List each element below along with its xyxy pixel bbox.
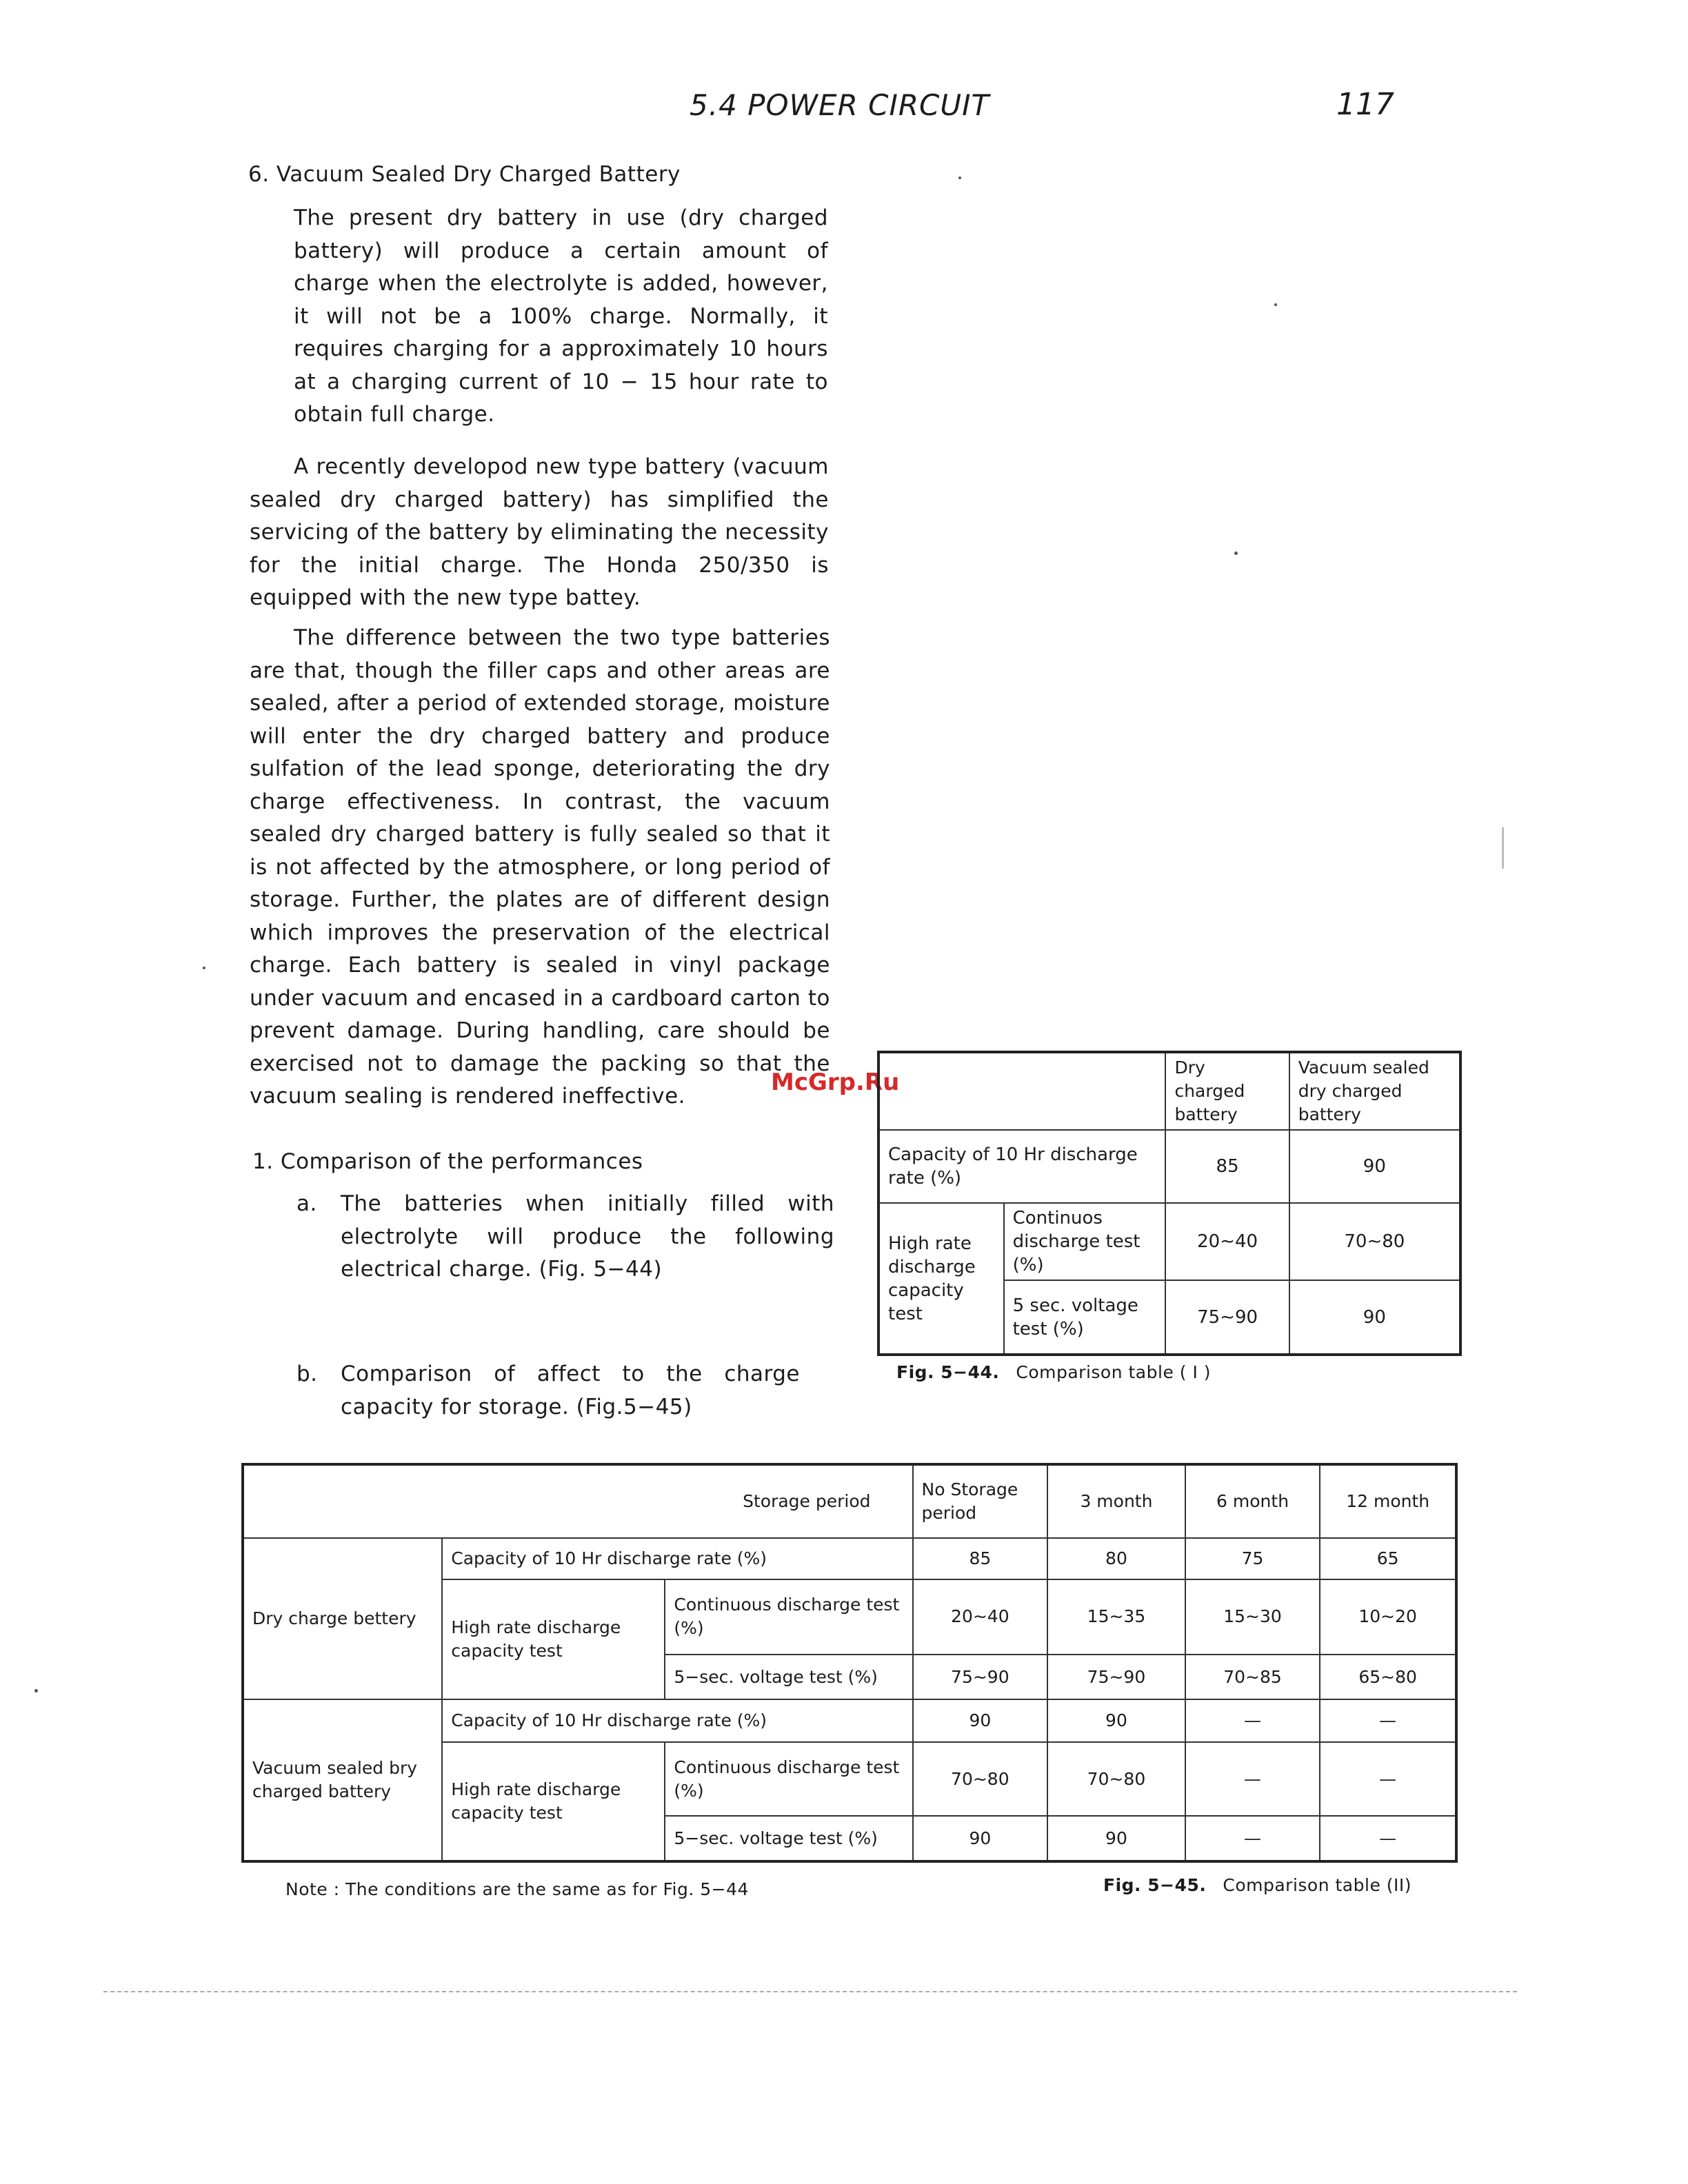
table1-corner-cell (878, 1052, 1165, 1130)
table1-capacity-vacuum: 90 (1289, 1130, 1460, 1203)
table2-period-6-month: 6 month (1185, 1464, 1320, 1538)
table2-header-row (243, 1464, 1456, 1538)
table2-dry-continuous-cell: 10∼20 (1320, 1579, 1456, 1655)
table1-continuous-dry: 20∼40 (1165, 1203, 1289, 1280)
table2-dry-voltage-cell: 75∼90 (913, 1655, 1048, 1700)
table2-dry-voltage-label: 5−sec. voltage test (%) (665, 1655, 912, 1700)
table2-vacuum-continuous-label: Continuous discharge test (%) (665, 1742, 912, 1816)
table2-dry-high-rate-label: High rate discharge capacity test (442, 1579, 665, 1700)
table1-capacity-dry: 85 (1165, 1130, 1289, 1203)
scan-speck (203, 967, 205, 969)
item-b-text: Comparison of affect to the charge capacity for storage. (Fig.5−45) (341, 1362, 800, 1419)
table2-vacuum-voltage-cell: — (1320, 1816, 1456, 1861)
table2-dry-group-label: Dry charge bettery (243, 1538, 442, 1700)
table2-vacuum-group-label: Vacuum sealed bry charged battery (243, 1699, 442, 1861)
scan-speck (34, 1689, 38, 1692)
table2-dry-continuous-cell: 15∼35 (1047, 1579, 1185, 1655)
page-number: 117 (1336, 87, 1394, 122)
table2-vacuum-voltage-cell: — (1185, 1816, 1320, 1861)
table2-dry-continuous-cell: 15∼30 (1185, 1579, 1320, 1655)
scan-speck (1234, 552, 1238, 555)
table2-vacuum-voltage-label: 5−sec. voltage test (%) (665, 1816, 912, 1861)
table1-row-continuous (878, 1203, 1460, 1280)
table2-vacuum-capacity-label: Capacity of 10 Hr discharge rate (%) (442, 1699, 912, 1742)
table2-dry-voltage-cell: 65∼80 (1320, 1655, 1456, 1700)
table2-vacuum-continuous-cell: — (1185, 1742, 1320, 1816)
table2-storage-period-label: Storage period (243, 1464, 913, 1538)
paragraph-3: The difference between the two type batteries are that, though the filler caps and other areas are sealed, after a period of extended storage, moisture will enter the dry charged battery and produce sulfation of the lead sponge, deteriorating the dry charge effectiveness. In contrast, the vacuum sealed dry charged battery is fully sealed so that it is not affected by the atmosphere, or long period of storage. Further, the plates are of different design which improves the preservation of the electrical charge. Each battery is sealed in vinyl package under vacuum and encased in a cardboard carton to prevent damage. During handling, care should be exercised not to damage the packing so that the vacuum sealing is rendered ineffective. (250, 625, 830, 1109)
table2-dry-voltage-cell: 70∼85 (1185, 1655, 1320, 1700)
fig-5-45-title: Comparison table (II) (1223, 1875, 1412, 1895)
heading-vacuum-sealed-battery: 6. Vacuum Sealed Dry Charged Battery (248, 162, 681, 187)
item-a-text: The batteries when initially filled with electrolyte will produce the following electrical charge. (Fig. 5−44) (341, 1191, 834, 1282)
table1-col-vacuum-sealed: Vacuum sealed dry charged battery (1289, 1052, 1460, 1130)
table2-dry-capacity-cell: 80 (1047, 1538, 1185, 1579)
fig-5-44-caption (896, 1362, 1211, 1382)
table2-period-3-month: 3 month (1047, 1464, 1185, 1538)
scan-speck (1274, 303, 1277, 306)
table1-header-row (878, 1052, 1460, 1130)
paragraph-2: A recently developod new type battery (vacuum sealed dry charged battery) has simplified the servicing of the battery by eliminating the necessity for the initial charge. The Honda 250/350 is equipped with the new type battey. (250, 454, 829, 610)
paragraph-1: The present dry battery in use (dry charged battery) will produce a certain amount of charge when the electrolyte is added, however, it will not be a 100% charge. Normally, it requires charging for a approximately 10 hours at a charging current of 10 − 15 hour rate to obtain full charge. (294, 205, 828, 427)
table-note: Note : The conditions are the same as for Fig. 5−44 (285, 1879, 749, 1899)
table2-dry-capacity-cell: 75 (1185, 1538, 1320, 1579)
fig-5-45-caption (1103, 1875, 1411, 1895)
table1-row-capacity (878, 1130, 1460, 1203)
table2-vacuum-capacity-cell: — (1320, 1699, 1456, 1742)
scan-edge-mark (1502, 827, 1504, 869)
table2-vacuum-high-rate-label: High rate discharge capacity test (442, 1742, 665, 1861)
table1-voltage-dry: 75∼90 (1165, 1280, 1289, 1355)
table1-voltage-label: 5 sec. voltage test (%) (1004, 1280, 1166, 1355)
scan-dashed-rule (103, 1991, 1517, 1992)
table2-period-none: No Storage period (913, 1464, 1048, 1538)
table2-vacuum-continuous-cell: 70∼80 (913, 1742, 1048, 1816)
table1-col-dry-charged: Dry charged battery (1165, 1052, 1289, 1130)
table2-dry-continuous-label: Continuous discharge test (%) (665, 1579, 912, 1655)
table2-vacuum-continuous-cell: 70∼80 (1047, 1742, 1185, 1816)
table2-vacuum-voltage-cell: 90 (913, 1816, 1048, 1861)
table2-vacuum-capacity-cell: 90 (913, 1699, 1048, 1742)
fig-5-44-number: Fig. 5−44. (896, 1362, 1000, 1382)
item-a-marker: a. (297, 1191, 317, 1216)
table2-dry-capacity-cell: 65 (1320, 1538, 1456, 1579)
watermark: McGrp.Ru (771, 1069, 900, 1096)
table2-vacuum-capacity-cell: 90 (1047, 1699, 1185, 1742)
table2-dry-capacity-label: Capacity of 10 Hr discharge rate (%) (442, 1538, 912, 1579)
table2-dry-capacity-row (243, 1538, 1456, 1579)
table2-period-12-month: 12 month (1320, 1464, 1456, 1538)
section-header: 5.4 POWER CIRCUIT (690, 88, 990, 122)
table1-capacity-label: Capacity of 10 Hr discharge rate (%) (878, 1130, 1165, 1203)
table2-vacuum-capacity-cell: — (1185, 1699, 1320, 1742)
table2-vacuum-voltage-cell: 90 (1047, 1816, 1185, 1861)
table2-dry-capacity-cell: 85 (913, 1538, 1048, 1579)
table2-vacuum-capacity-row (243, 1699, 1456, 1742)
item-b-marker: b. (297, 1362, 318, 1386)
table1-continuous-label: Continuos discharge test (%) (1004, 1203, 1166, 1280)
comparison-table-1 (877, 1051, 1462, 1356)
table1-voltage-vacuum: 90 (1289, 1280, 1460, 1355)
heading-comparison: 1. Comparison of the performances (252, 1149, 643, 1174)
fig-5-45-number: Fig. 5−45. (1103, 1875, 1207, 1895)
table2-vacuum-continuous-cell: — (1320, 1742, 1456, 1816)
scan-speck (958, 176, 961, 179)
fig-5-44-title: Comparison table ( I ) (1016, 1362, 1212, 1382)
table1-high-rate-label: High rate discharge capacity test (878, 1203, 1004, 1355)
table2-dry-continuous-cell: 20∼40 (913, 1579, 1048, 1655)
table1-continuous-vacuum: 70∼80 (1289, 1203, 1460, 1280)
comparison-table-2 (241, 1463, 1458, 1863)
table2-dry-voltage-cell: 75∼90 (1047, 1655, 1185, 1700)
